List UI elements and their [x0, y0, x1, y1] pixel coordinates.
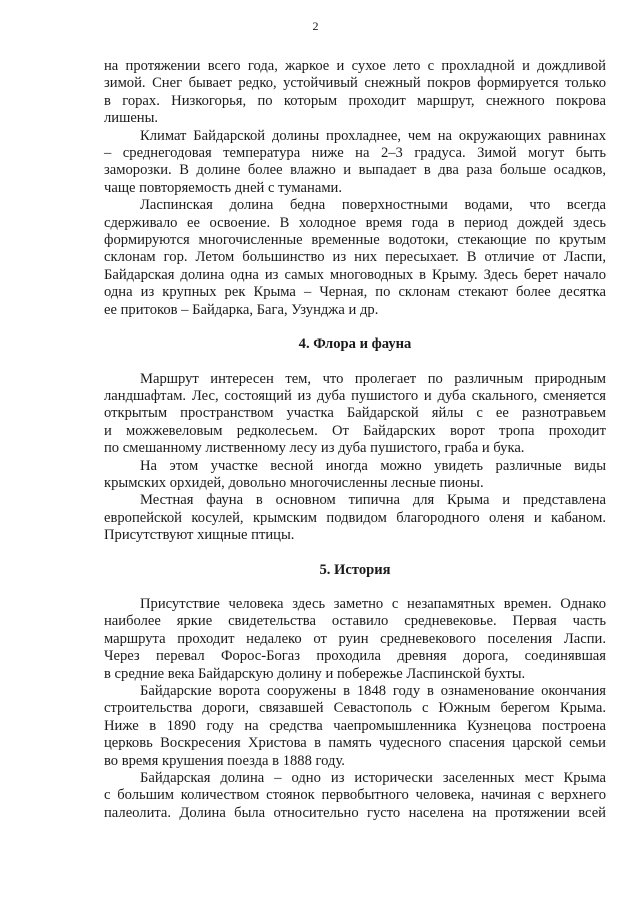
text-line: по смешанному лиственному лесу из дуба пушистого, граба и бука.: [104, 440, 525, 457]
paragraph: [104, 197, 606, 319]
paragraph: [104, 128, 606, 198]
text-line: на протяжении всего года, жаркое и сухое лето с прохладной и дождливой: [104, 58, 606, 74]
text-line: Присутствуют хищные птицы.: [104, 527, 295, 544]
spacer: [104, 354, 606, 371]
text-line: сдерживало ее освоение. В холодное время года в период дождей здесь: [104, 214, 606, 231]
page-number: 2: [312, 19, 319, 33]
text-line: строительства дороги, связавшей Севастополь с Южным берегом Крыма.: [104, 700, 606, 717]
paragraph: [104, 371, 606, 458]
text-line: маршрута проходит недалеко от руин средневекового поселения Ласпи.: [104, 630, 606, 647]
text-line: ее притоков – Байдарка, Бага, Узунджа и др.: [104, 301, 379, 318]
text-line: открытым пространством участка Байдарской яйлы с ее разнотравьем: [104, 405, 606, 422]
document-body: [104, 58, 606, 822]
text-line: склонам гор. Летом большинство из них пересыхает. В отличие от Ласпи,: [104, 249, 606, 266]
text-line: Байдарская долина одна из самых многоводных в Крыму. Здесь берет начало: [104, 266, 606, 283]
text-line: Местная фауна в основном типична для Крыма и представлена: [140, 492, 606, 509]
text-line: зимой. Снег бывает редко, устойчивый снежный покров формируется только: [104, 75, 606, 92]
text-line: На этом участке весной иногда можно увидеть различные виды: [140, 457, 606, 474]
text-line: европейской косулей, крымским подвидом благородного оленя и кабаном.: [104, 509, 606, 526]
text-line: Климат Байдарской долины прохладнее, чем на окружающих равнинах: [140, 127, 606, 144]
text-line: Байдарские ворота сооружены в 1848 году в ознаменование окончания: [140, 683, 606, 699]
text-line: крымских орхидей, довольно многочисленны лесные пионы.: [104, 474, 484, 491]
spacer: [104, 545, 606, 562]
text-line: ландшафтам. Лес, состоящий из дуба пушистого и дуба скального, сменяется: [104, 387, 606, 404]
text-line: Байдарская долина – одно из исторически заселенных мест Крыма: [140, 770, 606, 787]
text-line: в средние века Байдарскую долину и побережье Ласпинской бухты.: [104, 665, 526, 682]
paragraph: [104, 458, 606, 493]
text-line: в горах. Низкогорья, по которым проходит маршрут, снежного покрова: [104, 92, 606, 109]
text-line: заморозки. В долине более влажно и выпадает в два раза больше осадков,: [104, 162, 606, 179]
text-line: с большим количеством стоянок первобытного человека, начиная с верхнего: [104, 787, 606, 804]
text-line: формируются многочисленные временные водотоки, стекающие по крутым: [104, 232, 606, 249]
paragraph: [104, 492, 606, 544]
text-line: Через перевал Форос-Богаз проходила древняя дорога, соединявшая: [104, 648, 606, 665]
text-line: наиболее яркие свидетельства оставило средневековье. Первая часть: [104, 613, 606, 630]
text-line: Ласпинская долина бедна поверхностными водами, что всегда: [140, 197, 606, 214]
text-line: Ниже в 1890 году на средства чаепромышленника Кузнецова построена: [104, 717, 606, 734]
section-heading: 5. История: [319, 561, 391, 578]
text-line: палеолита. Долина была относительно густо населена на протяжении всей: [104, 804, 606, 821]
paragraph: [104, 683, 606, 770]
text-line: Присутствие человека здесь заметно с незапамятных времен. Однако: [140, 595, 606, 612]
paragraph: [104, 770, 606, 822]
text-line: Маршрут интересен тем, что пролегает по различным природным: [140, 370, 606, 387]
paragraph: [104, 596, 606, 683]
text-line: – среднегодовая температура ниже на 2–3 градуса. Зимой могут быть: [104, 145, 606, 162]
text-line: одна из крупных рек Крыма – Черная, по склонам стекают более десятка: [104, 284, 606, 301]
spacer: [104, 579, 606, 596]
section-heading: 4. Флора и фауна: [298, 336, 412, 353]
text-line: церковь Воскресения Христова в память чудесного спасения царской семьи: [104, 735, 606, 752]
text-line: и можжевеловым редколесьем. От Байдарских ворот тропа проходит: [104, 422, 606, 439]
paragraph: [104, 58, 606, 128]
spacer: [104, 319, 606, 336]
text-line: лишены.: [104, 110, 159, 127]
text-line: во время крушения поезда в 1888 году.: [104, 752, 345, 769]
text-line: чаще повторяемость дней с туманами.: [104, 179, 343, 196]
